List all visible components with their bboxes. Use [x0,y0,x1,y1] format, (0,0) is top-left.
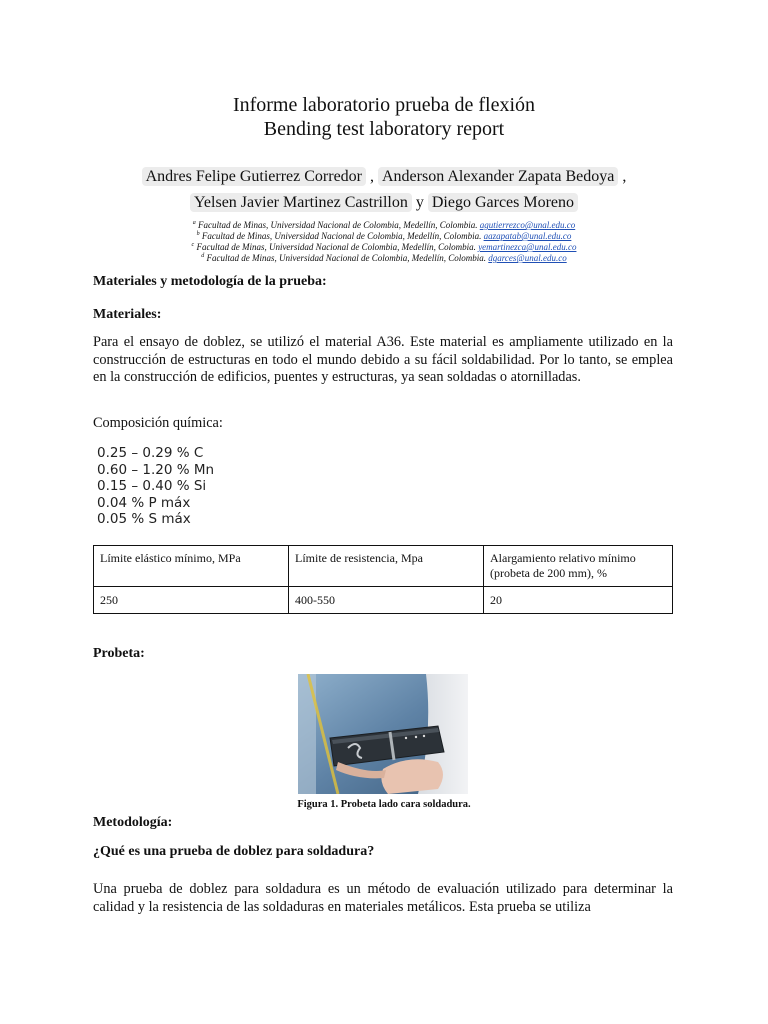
title-english: Bending test laboratory report [263,118,505,140]
email-link[interactable]: yemartinezca@unal.edu.co [478,242,577,252]
figure-caption: Figura 1. Probeta lado cara soldadura. [297,799,471,810]
table-header-cell: Límite elástico mínimo, MPa [94,546,289,587]
metodologia-heading: Metodología: [93,815,173,830]
question-heading: ¿Qué es una prueba de doblez para soldadura? [93,844,375,859]
materials-paragraph: Para el ensayo de doblez, se utilizó el material A36. Este material es ampliamente utilizado en la construcción de estructuras en todo el mundo debido a su fácil soldabilidad. Por lo tanto, se emplea en la construcción de edificios, puentes y estructuras, ya sean soldadas o atornilladas. [93,334,673,385]
table-header-cell: Límite de resistencia, Mpa [289,546,484,587]
probeta-heading: Probeta: [93,646,145,661]
composition-item: 0.04 % P máx [97,494,191,511]
authors-line-2 [0,192,768,214]
author-zapata: Anderson Alexander Zapata Bedoya [378,167,618,186]
affiliation-d: $^d$ Facultad de Minas, Universidad Nacional de Colombia, Medellín, Colombia. dgarces@unal.edu.co [201,253,567,263]
email-link[interactable]: aazapatab@unal.edu.co [483,231,572,241]
author-garces: Diego Garces Moreno [428,193,578,212]
table-cell: 400-550 [289,587,484,614]
author-gutierrez: Andres Felipe Gutierrez Corredor [142,167,366,186]
table-row [94,546,673,587]
affiliation-a: $^a$ Facultad de Minas, Universidad Nacional de Colombia, Medellín, Colombia. agutierrezco@unal.edu.co [192,220,576,230]
author-separator: , [370,168,374,185]
authors-line-1 [0,166,768,188]
title-spanish: Informe laboratorio prueba de flexión [232,94,536,116]
table-cell: 20 [484,587,673,614]
composition-item: 0.60 – 1.20 % Mn [97,461,215,478]
email-link[interactable]: agutierrezco@unal.edu.co [479,220,576,230]
materials-heading: Materiales: [93,307,162,322]
properties-table [93,545,673,614]
composition-label: Composición química: [93,415,223,431]
composition-item: 0.15 – 0.40 % Si [97,478,207,494]
affiliation-c: $^c$ Facultad de Minas, Universidad Nacional de Colombia, Medellín, Colombia. yemartinezca@unal.edu.co [191,242,577,252]
table-cell: 250 [94,587,289,614]
specimen-photo [298,674,468,794]
section-heading: Materiales y metodología de la prueba: [93,274,327,289]
composition-item: 0.25 – 0.29 % C [97,445,204,461]
specimen-photo-image [298,674,468,794]
author-martinez: Yelsen Javier Martinez Castrillon [190,193,412,212]
email-link[interactable]: dgarces@unal.edu.co [488,253,567,263]
table-row [94,587,673,614]
composition-list [97,445,214,528]
table-header-cell: Alargamiento relativo mínimo (probeta de 200 mm), % [484,546,673,587]
affiliation-b: $^b$ Facultad de Minas, Universidad Nacional de Colombia, Medellín, Colombia. aazapatab@unal.edu.co [196,231,572,241]
method-paragraph: Una prueba de doblez para soldadura es un método de evaluación utilizado para determinar la calidad y la resistencia de las soldaduras en materiales metálicos. Esta prueba se utiliza [93,881,673,915]
author-separator-y: y [415,194,424,211]
composition-item: 0.05 % S máx [97,511,191,527]
author-separator: , [622,168,627,185]
